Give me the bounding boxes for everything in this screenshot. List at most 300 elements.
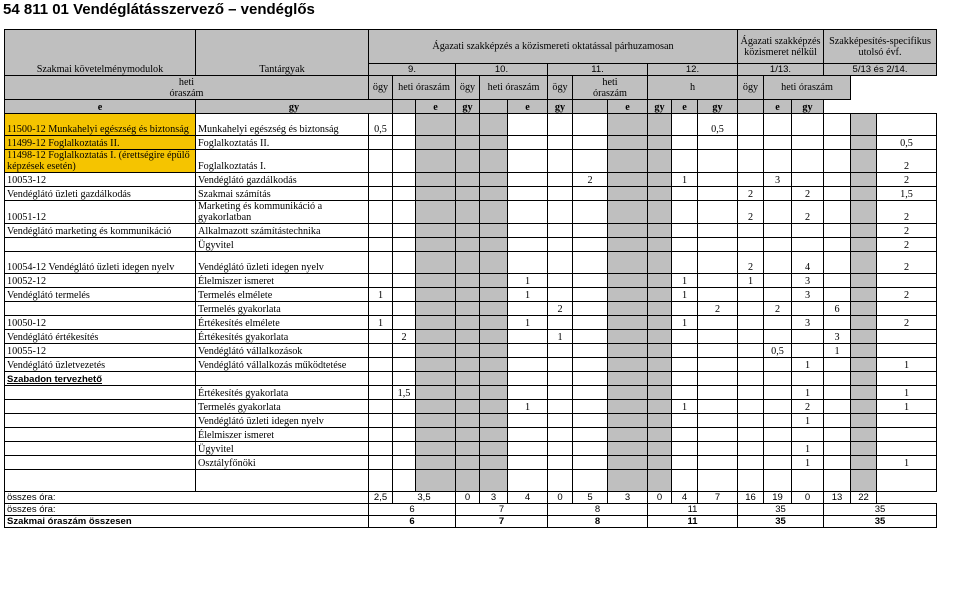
eg-header: gy	[196, 100, 393, 114]
total-cell: 19	[764, 492, 792, 504]
hours-cell	[369, 386, 393, 400]
hours-cell	[764, 414, 792, 428]
hours-cell	[738, 136, 764, 150]
hours-cell	[548, 187, 573, 201]
hours-cell	[698, 428, 738, 442]
hours-cell	[369, 274, 393, 288]
empty-cell	[764, 470, 792, 492]
table-row	[5, 187, 937, 201]
hours-cell	[672, 136, 698, 150]
module-cell: Vendéglátó értékesítés	[5, 330, 196, 344]
module-cell: 10055-12	[5, 344, 196, 358]
hours-cell	[416, 224, 456, 238]
empty-cell	[648, 470, 672, 492]
hours-cell	[369, 187, 393, 201]
hours-cell	[480, 330, 508, 344]
subject-cell: Osztályfőnöki	[196, 456, 369, 470]
hours-cell	[456, 456, 480, 470]
table-row	[5, 372, 937, 386]
total-cell: 13	[824, 492, 851, 504]
hours-cell	[416, 428, 456, 442]
hours-cell	[393, 201, 416, 224]
hours-cell: 1	[792, 386, 824, 400]
hours-cell	[851, 114, 877, 136]
hours-cell	[792, 372, 824, 386]
total-label: összes óra:	[5, 504, 369, 516]
hours-cell	[369, 428, 393, 442]
hours-cell	[608, 201, 648, 224]
hours-cell	[698, 386, 738, 400]
hours-cell	[416, 372, 456, 386]
hours-cell: 1	[672, 400, 698, 414]
hours-cell	[792, 302, 824, 316]
hours-cell: 1	[508, 316, 548, 330]
hours-cell	[792, 114, 824, 136]
hours-cell	[548, 400, 573, 414]
subject-cell: Vendéglátó üzleti idegen nyelv	[196, 252, 369, 274]
hours-cell	[548, 224, 573, 238]
hours-cell	[508, 442, 548, 456]
hours-cell	[508, 344, 548, 358]
hours-cell	[764, 330, 792, 344]
hours-cell	[416, 316, 456, 330]
hours-cell	[648, 456, 672, 470]
subject-cell: Munkahelyi egészség és biztonság	[196, 114, 369, 136]
hours-cell	[480, 386, 508, 400]
empty-cell	[5, 470, 196, 492]
hours-cell	[416, 414, 456, 428]
eg-header	[573, 100, 608, 114]
hours-cell	[648, 201, 672, 224]
hours-cell	[764, 224, 792, 238]
hours-cell	[738, 372, 764, 386]
hours-cell	[851, 414, 877, 428]
hours-cell	[393, 224, 416, 238]
hours-cell	[369, 358, 393, 372]
hours-cell	[573, 114, 608, 136]
table-row	[5, 274, 937, 288]
hours-cell	[508, 330, 548, 344]
hours-cell	[608, 372, 648, 386]
hours-cell	[824, 274, 851, 288]
eg-header	[393, 100, 416, 114]
hours-cell	[369, 238, 393, 252]
hours-cell	[608, 150, 648, 173]
hours-cell	[738, 114, 764, 136]
hours-cell	[764, 114, 792, 136]
total-row	[5, 504, 937, 516]
hours-cell	[698, 330, 738, 344]
eg-header: gy	[548, 100, 573, 114]
hours-cell	[672, 344, 698, 358]
hours-cell	[508, 252, 548, 274]
hours-cell	[456, 252, 480, 274]
hours-cell	[672, 201, 698, 224]
hours-cell	[573, 201, 608, 224]
total-cell: 0	[548, 492, 573, 504]
hours-cell	[480, 456, 508, 470]
hours-cell: 0,5	[369, 114, 393, 136]
total-cell: 16	[738, 492, 764, 504]
hours-cell	[480, 136, 508, 150]
hours-cell	[738, 238, 764, 252]
hours-cell	[764, 201, 792, 224]
hours-cell	[456, 316, 480, 330]
hours-cell	[851, 400, 877, 414]
subject-cell: Vendéglátó gazdálkodás	[196, 173, 369, 187]
hours-cell: 1	[508, 288, 548, 302]
empty-cell	[608, 470, 648, 492]
hours-cell: 1	[672, 316, 698, 330]
hours-cell	[456, 414, 480, 428]
group3-header: Szakképesítés-specifikus utolsó évf.	[824, 30, 937, 64]
hours-cell	[648, 114, 672, 136]
hours-cell	[573, 372, 608, 386]
hours-cell	[672, 442, 698, 456]
hours-cell	[672, 114, 698, 136]
hours-cell: 1	[672, 288, 698, 302]
hours-cell	[738, 330, 764, 344]
hours-cell	[456, 136, 480, 150]
hours-cell	[851, 288, 877, 302]
empty-cell	[393, 470, 416, 492]
hours-cell	[608, 400, 648, 414]
hours-cell: 2	[877, 238, 937, 252]
hours-cell	[369, 252, 393, 274]
hours-cell	[548, 114, 573, 136]
hours-cell	[824, 252, 851, 274]
hours-cell	[508, 302, 548, 316]
table-row	[5, 428, 937, 442]
hours-cell: 3	[764, 173, 792, 187]
hours-cell	[416, 136, 456, 150]
hours-cell	[480, 224, 508, 238]
subject-cell: Termelés elmélete	[196, 288, 369, 302]
empty-cell	[548, 470, 573, 492]
table-row	[5, 386, 937, 400]
hours-cell: 1	[877, 400, 937, 414]
hours-cell	[764, 316, 792, 330]
hours-cell	[508, 201, 548, 224]
hours-cell: 2	[877, 224, 937, 238]
heti-header: heti óraszám	[393, 76, 456, 100]
subject-cell: Ügyvitel	[196, 442, 369, 456]
hours-cell	[792, 344, 824, 358]
hours-cell	[548, 136, 573, 150]
heti-header: heti óraszám	[764, 76, 851, 100]
table-row	[5, 414, 937, 428]
hours-cell	[480, 344, 508, 358]
hours-cell	[698, 274, 738, 288]
hours-cell	[573, 302, 608, 316]
hours-cell	[416, 114, 456, 136]
total-cell: 35	[738, 516, 824, 528]
hours-cell	[698, 414, 738, 428]
table-row	[5, 150, 937, 173]
table-row	[5, 252, 937, 274]
group2-header: Ágazati szakképzés közismeret nélkül	[738, 30, 824, 64]
empty-cell	[824, 470, 851, 492]
hours-cell	[764, 238, 792, 252]
hours-cell	[573, 150, 608, 173]
total-cell: 6	[369, 516, 456, 528]
total-cell: 0	[792, 492, 824, 504]
hours-cell	[393, 136, 416, 150]
total-cell: 4	[672, 492, 698, 504]
hours-cell	[738, 358, 764, 372]
hours-cell	[393, 252, 416, 274]
empty-cell	[416, 470, 456, 492]
hours-cell	[608, 114, 648, 136]
hours-cell	[764, 372, 792, 386]
hours-cell	[608, 344, 648, 358]
hours-cell	[480, 302, 508, 316]
hours-cell	[648, 302, 672, 316]
hours-cell	[480, 114, 508, 136]
hours-cell: 2	[792, 187, 824, 201]
hours-cell	[480, 414, 508, 428]
hours-cell	[456, 288, 480, 302]
hours-cell	[369, 414, 393, 428]
table-row	[5, 316, 937, 330]
eg-header: e	[5, 100, 196, 114]
hours-cell	[508, 136, 548, 150]
hours-cell	[824, 372, 851, 386]
hours-cell	[393, 456, 416, 470]
hours-cell	[648, 386, 672, 400]
hours-cell: 3	[792, 274, 824, 288]
hours-cell	[738, 344, 764, 358]
hours-cell	[648, 274, 672, 288]
curriculum-table	[4, 29, 937, 528]
hours-cell	[508, 358, 548, 372]
hours-cell	[573, 344, 608, 358]
hours-cell	[548, 288, 573, 302]
hours-cell	[764, 386, 792, 400]
hours-cell	[877, 428, 937, 442]
module-cell	[5, 400, 196, 414]
eg-header: gy	[648, 100, 672, 114]
hours-cell	[508, 114, 548, 136]
subject-cell: Termelés gyakorlata	[196, 400, 369, 414]
hours-cell	[393, 238, 416, 252]
hours-cell	[456, 224, 480, 238]
total-cell: 7	[698, 492, 738, 504]
hours-cell	[877, 330, 937, 344]
hours-cell: 1,5	[393, 386, 416, 400]
hours-cell	[608, 302, 648, 316]
hours-cell	[698, 442, 738, 456]
hours-cell	[573, 136, 608, 150]
eg-header: e	[508, 100, 548, 114]
hours-cell	[456, 114, 480, 136]
hours-cell	[416, 201, 456, 224]
hours-cell	[456, 274, 480, 288]
hours-cell	[548, 456, 573, 470]
hours-cell	[608, 414, 648, 428]
hours-cell	[548, 252, 573, 274]
hours-cell: 2	[738, 201, 764, 224]
hours-cell	[548, 372, 573, 386]
empty-cell	[877, 470, 937, 492]
hours-cell	[792, 428, 824, 442]
hours-cell	[824, 114, 851, 136]
hours-cell: 4	[792, 252, 824, 274]
hours-cell	[648, 136, 672, 150]
hours-cell	[416, 274, 456, 288]
hours-cell	[573, 224, 608, 238]
eg-header: e	[416, 100, 456, 114]
empty-cell	[369, 470, 393, 492]
total-cell: 7	[456, 516, 548, 528]
module-cell: 11500-12 Munkahelyi egészség és biztonság	[5, 114, 196, 136]
hours-cell	[698, 173, 738, 187]
module-cell	[5, 302, 196, 316]
hours-cell: 2	[877, 288, 937, 302]
hours-cell	[738, 442, 764, 456]
hours-cell	[608, 358, 648, 372]
total-cell: 4	[508, 492, 548, 504]
hours-cell	[416, 386, 456, 400]
hours-cell: 1	[877, 386, 937, 400]
hours-cell: 2	[877, 252, 937, 274]
eg-header: e	[672, 100, 698, 114]
hours-cell	[416, 442, 456, 456]
hours-cell	[824, 150, 851, 173]
module-cell	[5, 456, 196, 470]
module-cell: Vendéglátó üzleti gazdálkodás	[5, 187, 196, 201]
hours-cell	[672, 428, 698, 442]
module-cell: Vendéglátó üzletvezetés	[5, 358, 196, 372]
table-row	[5, 330, 937, 344]
hours-cell: 1	[672, 274, 698, 288]
hours-cell: 6	[824, 302, 851, 316]
hours-cell	[648, 344, 672, 358]
hours-cell	[416, 288, 456, 302]
hours-cell	[648, 428, 672, 442]
hours-cell: 2	[548, 302, 573, 316]
hours-cell	[877, 344, 937, 358]
hours-cell	[698, 344, 738, 358]
hours-cell	[508, 187, 548, 201]
hours-cell	[877, 372, 937, 386]
hours-cell	[738, 150, 764, 173]
hours-cell	[672, 414, 698, 428]
hours-cell	[393, 358, 416, 372]
hours-cell	[851, 442, 877, 456]
hours-cell	[877, 414, 937, 428]
hours-cell	[824, 414, 851, 428]
hours-cell	[393, 414, 416, 428]
hours-cell	[508, 414, 548, 428]
hours-cell	[369, 136, 393, 150]
eg-header: e	[608, 100, 648, 114]
hours-cell: 1	[792, 442, 824, 456]
hours-cell	[548, 414, 573, 428]
hours-cell	[480, 173, 508, 187]
hours-cell	[851, 330, 877, 344]
hours-cell	[764, 428, 792, 442]
hours-cell	[764, 358, 792, 372]
hours-cell	[508, 224, 548, 238]
eg-header	[480, 100, 508, 114]
group1-header: Ágazati szakképzés a közismereti oktatással párhuzamosan	[369, 30, 738, 64]
page-title: 54 811 01 Vendéglátásszervező – vendéglős	[3, 1, 315, 18]
hours-cell	[648, 372, 672, 386]
hours-cell: 1	[877, 358, 937, 372]
hours-cell	[851, 344, 877, 358]
hours-cell: 2	[393, 330, 416, 344]
hours-cell	[416, 150, 456, 173]
hours-cell	[548, 150, 573, 173]
hours-cell	[393, 274, 416, 288]
hours-cell	[393, 442, 416, 456]
hours-cell	[456, 372, 480, 386]
hours-cell	[648, 252, 672, 274]
module-cell: 10052-12	[5, 274, 196, 288]
hours-cell: 2	[877, 173, 937, 187]
heti-header: heti óraszám	[480, 76, 548, 100]
table-row	[5, 173, 937, 187]
hours-cell: 3	[792, 288, 824, 302]
hours-cell	[608, 428, 648, 442]
hours-cell	[416, 252, 456, 274]
hours-cell: 2	[877, 150, 937, 173]
hours-cell	[764, 288, 792, 302]
hours-cell	[672, 238, 698, 252]
hours-cell	[672, 372, 698, 386]
hours-cell: 1	[824, 344, 851, 358]
module-cell: 10050-12	[5, 316, 196, 330]
hours-cell	[764, 400, 792, 414]
total-label: Szakmai óraszám összesen	[5, 516, 369, 528]
hours-cell: 1	[369, 288, 393, 302]
hours-cell	[456, 173, 480, 187]
hours-cell	[480, 238, 508, 252]
subject-cell: Élelmiszer ismeret	[196, 428, 369, 442]
empty-cell	[851, 470, 877, 492]
hours-cell	[698, 187, 738, 201]
table-row	[5, 302, 937, 316]
hours-cell	[648, 442, 672, 456]
subject-cell: Ügyvitel	[196, 238, 369, 252]
hours-cell	[851, 201, 877, 224]
year-header: 12.	[648, 64, 738, 76]
hours-cell	[508, 386, 548, 400]
hours-cell	[648, 173, 672, 187]
hours-cell	[648, 288, 672, 302]
hours-cell: 1	[369, 316, 393, 330]
total-cell: 35	[824, 504, 937, 516]
hours-cell	[456, 330, 480, 344]
hours-cell	[369, 224, 393, 238]
total-cell: 8	[548, 516, 648, 528]
hours-cell	[416, 400, 456, 414]
subject-cell: Szakmai számítás	[196, 187, 369, 201]
subject-cell	[196, 372, 369, 386]
hours-cell	[480, 358, 508, 372]
hours-cell	[573, 187, 608, 201]
hours-cell	[608, 316, 648, 330]
hours-cell	[456, 400, 480, 414]
total-cell: 35	[824, 516, 937, 528]
hours-cell	[648, 224, 672, 238]
subject-cell: Élelmiszer ismeret	[196, 274, 369, 288]
module-cell: 10054-12 Vendéglátó üzleti idegen nyelv	[5, 252, 196, 274]
hours-cell	[456, 187, 480, 201]
hours-cell	[738, 456, 764, 470]
hours-cell: 1	[672, 173, 698, 187]
